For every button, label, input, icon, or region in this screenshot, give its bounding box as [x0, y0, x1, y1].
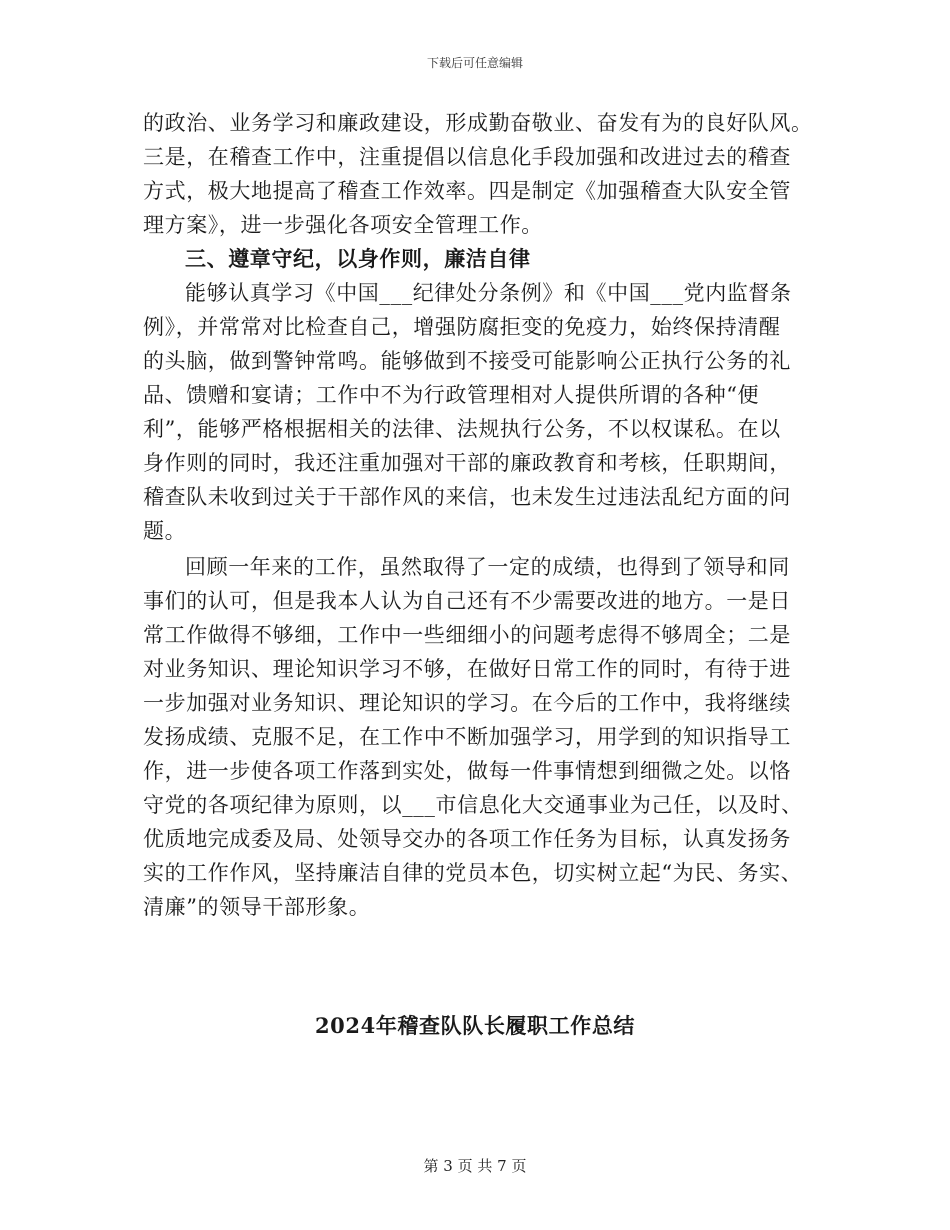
text-line: 实的工作作风，坚持廉洁自律的党员本色，切实树立起“为民、务实、: [143, 861, 803, 885]
text-line: 回顾一年来的工作，虽然取得了一定的成绩，也得到了领导和同: [185, 555, 790, 579]
text-line: 身作则的同时，我还注重加强对干部的廉政教育和考核，任职期间，: [143, 451, 791, 475]
text-line: 利”，能够严格根据相关的法律、法规执行公务，不以权谋私。在以: [143, 417, 781, 441]
text-line: 稽查队未收到过关于干部作风的来信，也未发生过违法乱纪方面的问: [143, 485, 791, 509]
document-body: [143, 106, 813, 924]
text-line: 清廉”的领导干部形象。: [143, 895, 371, 919]
paragraph-review: [143, 550, 810, 924]
paragraph-discipline: [143, 276, 810, 548]
text-line: 理方案》，进一步强化各项安全管理工作。: [143, 213, 543, 237]
text-line: 例》，并常常对比检查自己，增强防腐拒变的免疫力，始终保持清醒: [143, 315, 781, 339]
text-line: 发扬成绩、克服不足，在工作中不断加强学习，用学到的知识指导工: [143, 725, 791, 749]
text-line: 品、馈赠和宴请；工作中不为行政管理相对人提供所谓的各种“便: [143, 383, 760, 407]
section-heading: 三、遵章守纪，以身作则，廉洁自律: [185, 246, 531, 271]
text-line: 方式，极大地提高了稽查工作效率。四是制定《加强稽查大队安全管: [143, 179, 791, 203]
text-line: 一步加强对业务知识、理论知识的学习。在今后的工作中，我将继续: [143, 691, 791, 715]
text-line: 题。: [143, 519, 187, 543]
text-line: 的政治、业务学习和廉政建设，形成勤奋敬业、奋发有为的良好队风。: [143, 111, 813, 135]
text-line: 对业务知识、理论知识学习不够，在做好日常工作的同时，有待于进: [143, 657, 791, 681]
document-title: 2024年稽查队队长履职工作总结: [314, 1013, 636, 1038]
page-number: 第 3 页 共 7 页: [423, 1157, 527, 1175]
text-line: 守党的各项纪律为原则，以___市信息化大交通事业为己任，以及时、: [143, 793, 803, 817]
paragraph-continuation: [143, 106, 813, 242]
text-line: 能够认真学习《中国___纪律处分条例》和《中国___党内监督条: [185, 281, 792, 305]
text-line: 的头脑，做到警钟常鸣。能够做到不接受可能影响公正执行公务的礼: [143, 349, 791, 373]
text-line: 常工作做得不够细，工作中一些细细小的问题考虑得不够周全；二是: [143, 623, 791, 647]
text-line: 优质地完成委及局、处领导交办的各项工作任务为目标，认真发扬务: [143, 827, 791, 851]
text-line: 作，进一步使各项工作落到实处，做每一件事情想到细微之处。以恪: [143, 759, 791, 783]
text-line: 事们的认可，但是我本人认为自己还有不少需要改进的地方。一是日: [143, 589, 791, 613]
page-header-note: 下载后可任意编辑: [426, 56, 523, 70]
text-line: 三是，在稽查工作中，注重提倡以信息化手段加强和改进过去的稽查: [143, 145, 791, 169]
